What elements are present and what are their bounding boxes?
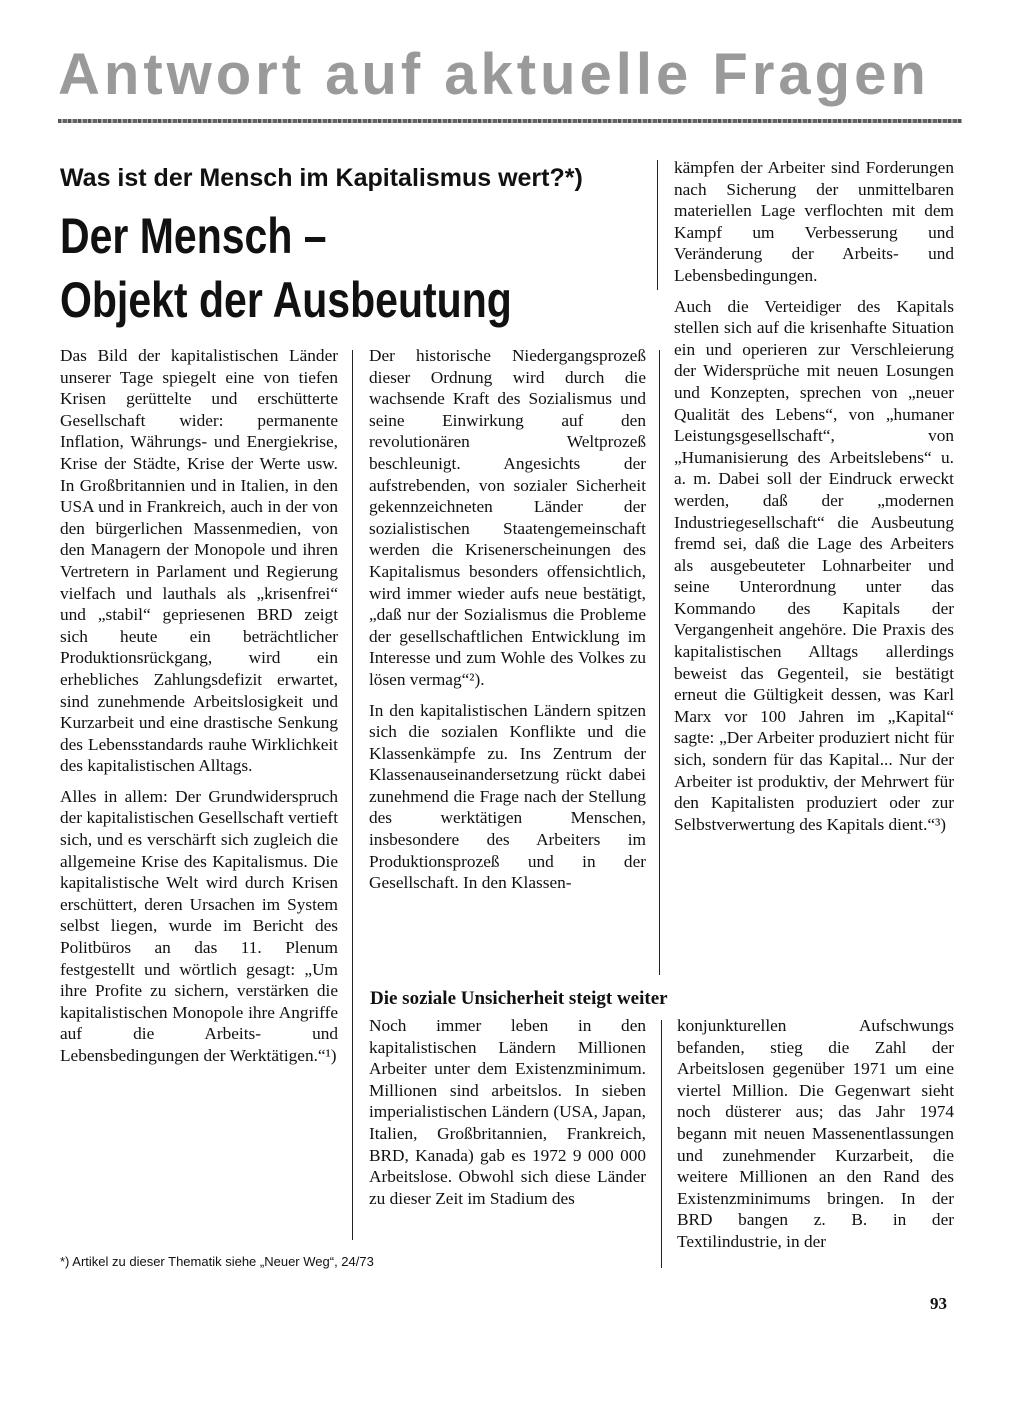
text-column-3-lower (677, 1015, 954, 1262)
paragraph: Noch immer leben in den kapitalistischen Ländern Millionen Arbeiter unter dem Existenzminimum. Millionen sind arbeitslos. In sieben imperialistischen Ländern (USA, Japan, Italien, Großbritannien, Frankreich, BRD, Kanada) gab es 1972 9 000 000 Arbeitslose. Obwohl sich diese Länder zu dieser Zeit im Stadium des (369, 1016, 646, 1208)
title-line-2: Objekt der Ausbeutung (60, 272, 512, 328)
section-subheading: Die soziale Unsicherheit steigt weiter (370, 988, 668, 1009)
article-title (60, 204, 512, 332)
paragraph: Der historische Niedergangsprozeß dieser Ordnung wird durch die wachsende Kraft des Sozialismus und seine Einwirkung auf den revolutionären Weltprozeß beschleunigt. Angesichts der aufstrebenden, von sozialer Sicherheit gekennzeichneten Länder der sozialistischen Staatengemeinschaft werden die Krisenerscheinungen des Kapitalismus besonders offensichtlich, wird immer wieder aufs neue bestätigt, „daß nur der Sozialismus die Probleme der gesellschaftlichen Entwicklung im Interesse und zum Wohle des Volkes zu lösen vermag“²). (369, 346, 646, 689)
column-divider-2 (659, 350, 660, 975)
footnote: *) Artikel zu dieser Thematik siehe „Neuer Weg“, 24/73 (60, 1254, 374, 1269)
text-column-2-lower (369, 1015, 646, 1218)
column-divider-3 (661, 1020, 662, 1268)
column-divider-1 (352, 350, 353, 1240)
page-number: 93 (930, 1294, 947, 1313)
paragraph: konjunkturellen Aufschwungs befanden, stieg die Zahl der Arbeitslosen gegenüber 1971 um eine viertel Million. Die Gegenwart sieht noch düsterer aus; das Jahr 1974 begann mit neuen Massenentlassungen und zunehmender Kurzarbeit, die weitere Millionen an den Rand des Existenzminimums bringen. In der BRD bangen z. B. in der Textilindustrie, in der (677, 1016, 954, 1251)
paragraph: kämpfen der Arbeiter sind Forderungen nach Sicherung der unmittelbaren materiellen Lage verflochten mit dem Kampf um Verbesserung und Veränderung der Arbeits- und Lebensbedingungen. (674, 158, 954, 285)
paragraph: Auch die Verteidiger des Kapitals stellen sich auf die krisenhafte Situation ein und operieren zur Verschleierung der Widersprüche mit neuen Losungen und Konzepten, sprechen von „neuer Qualität des Lebens“, von „humaner Leistungsgesellschaft“, von „Humanisierung des Arbeitslebens“ u. a. m. Dabei soll der Eindruck erweckt werden, daß der „modernen Industriegesellschaft“ die Ausbeutung fremd sei, daß die Lage des Arbeiters als ausgebeuteter Lohnarbeiter und seine Unterordnung unter das Kommando des Kapitals der Vergangenheit angehöre. Die Praxis des kapitalistischen Alltags allerdings beweist das Gegenteil, sie bestätigt erneut die Gültigkeit dessen, was Karl Marx vor 100 Jahren im „Kapital“ sagte: „Der Arbeiter produziert nicht für sich, sondern für das Kapital... Nur der Arbeiter ist produktiv, der Mehrwert für den Kapitalisten produziert oder zur Selbstverwertung des Kapitals dient.“³) (674, 296, 954, 834)
text-column-2 (369, 345, 646, 903)
column-divider-top (657, 160, 658, 290)
section-header: Antwort auf aktuelle Fragen (58, 42, 930, 107)
article-question: Was ist der Mensch im Kapitalismus wert?*) (60, 164, 583, 192)
paragraph: Alles in allem: Der Grundwiderspruch der kapitalistischen Gesellschaft vertieft sich, und es verschärft sich zugleich die allgemeine Krise des Kapitalismus. Die kapitalistische Welt wird durch Krisen erschüttert, deren Ursachen im System selbst liegen, wurde im Bericht des Politbüros an das 11. Plenum festgestellt und wörtlich gesagt: „Um ihre Profite zu sichern, verstärken die kapitalistischen Monopole ihre Angriffe auf die Arbeits- und Lebensbedingungen der Werktätigen.“¹) (60, 786, 338, 1065)
text-column-3 (674, 157, 954, 844)
paragraph: In den kapitalistischen Ländern spitzen sich die sozialen Konflikte und die Klassenkämpfe zu. Ins Zentrum der Klassenauseinandersetzung rückt dabei zunehmend die Frage nach der Stellung des werktätigen Menschen, insbesondere des Arbeiters im Produktionsprozeß und in der Gesellschaft. In den Klassen- (369, 700, 646, 893)
title-line-1: Der Mensch – (60, 208, 327, 264)
paragraph: Das Bild der kapitalistischen Länder unserer Tage spiegelt eine von tiefen Krisen gerüttelte und erschütterte Gesellschaft wider: permanente Inflation, Währungs- und Energiekrise, Krise der Städte, Krise der Werte usw. In Großbritannien und in Italien, in den USA und in Frankreich, auch in der von den bürgerlichen Massenmedien, von den Managern der Monopole und ihren Vertretern in Parlament und Regierung vielfach und lauthals als „krisenfrei“ und „stabil“ gepriesenen BRD zeigt sich heute ein beträchtlicher Produktionsrückgang, wird ein erhebliches Zahlungsdefizit erwartet, sind zunehmende Arbeitslosigkeit und Kurzarbeit und eine drastische Senkung des Lebensstandards rauhe Wirklichkeit des kapitalistischen Alltags. (60, 346, 338, 776)
header-rule (58, 119, 962, 123)
text-column-1 (60, 345, 338, 1076)
